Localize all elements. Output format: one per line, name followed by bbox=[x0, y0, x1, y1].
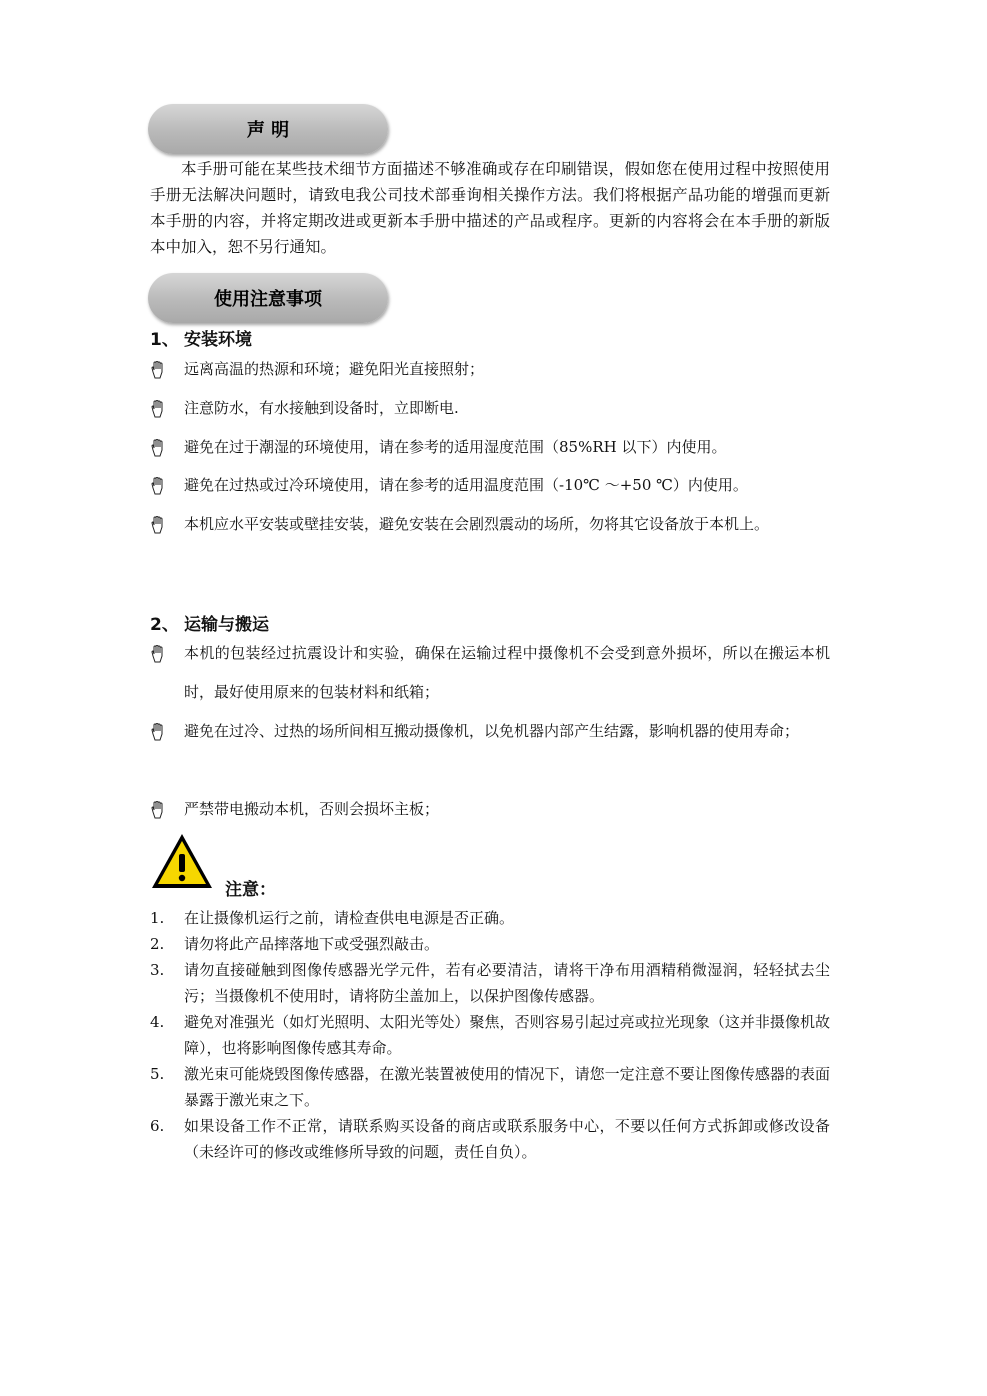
statement-title-pill bbox=[148, 104, 388, 154]
list-item-text: 避免在过热或过冷环境使用，请在参考的适用温度范围（-10℃ ～+50 ℃）内使用。 bbox=[184, 476, 748, 494]
hand-pointer-icon bbox=[150, 466, 170, 505]
notice-item bbox=[150, 905, 830, 931]
list-item-text: 注意防水，有水接触到设备时，立即断电. bbox=[184, 399, 459, 417]
notice-number: 1. bbox=[150, 909, 165, 927]
notice-text: 激光束可能烧毁图像传感器，在激光装置被使用的情况下，请您一定注意不要让图像传感器的表面暴露于激光束之下。 bbox=[184, 1065, 830, 1109]
hand-pointer-icon bbox=[150, 712, 170, 751]
list-item bbox=[150, 428, 830, 467]
statement-title: 声 明 bbox=[246, 120, 290, 141]
hand-pointer-icon bbox=[150, 428, 170, 467]
list-item bbox=[150, 466, 830, 505]
notice-list bbox=[150, 905, 830, 1165]
notice-number: 5. bbox=[150, 1065, 165, 1083]
hand-pointer-icon bbox=[150, 505, 170, 544]
notice-text: 避免对准强光（如灯光照明、太阳光等处）聚焦，否则容易引起过亮或拉光现象（这并非摄像机故障），也将影响图像传感其寿命。 bbox=[184, 1013, 830, 1057]
list-item-text: 本机应水平安装或壁挂安装，避免安装在会剧烈震动的场所，勿将其它设备放于本机上。 bbox=[184, 515, 770, 533]
notice-item bbox=[150, 957, 830, 1009]
section-number: 1、 bbox=[150, 330, 179, 350]
section-title: 运输与搬运 bbox=[184, 615, 269, 635]
list-item bbox=[150, 389, 830, 428]
hand-pointer-icon bbox=[150, 389, 170, 428]
notice-number: 3. bbox=[150, 961, 165, 979]
notice-item bbox=[150, 931, 830, 957]
list-item bbox=[150, 505, 830, 544]
notice-number: 4. bbox=[150, 1013, 165, 1031]
hand-pointer-icon bbox=[150, 790, 170, 829]
notice-item bbox=[150, 1009, 830, 1061]
notice-item bbox=[150, 1113, 830, 1165]
notice-number: 6. bbox=[150, 1117, 165, 1135]
notice-text: 请勿直接碰触到图像传感器光学元件，若有必要清洁，请将干净布用酒精稍微湿润，轻轻拭去尘污；当摄像机不使用时，请将防尘盖加上，以保护图像传感器。 bbox=[184, 961, 830, 1005]
section-heading-transport bbox=[150, 610, 269, 635]
hand-pointer-icon bbox=[150, 634, 170, 673]
notice-text: 请勿将此产品摔落地下或受强烈敲击。 bbox=[184, 935, 440, 953]
list-item bbox=[150, 790, 830, 829]
list-item-text: 本机的包装经过抗震设计和实验，确保在运输过程中摄像机不会受到意外损坏，所以在搬运本机时，最好使用原来的包装材料和纸箱； bbox=[184, 644, 830, 701]
list-item bbox=[150, 712, 830, 751]
section-number: 2、 bbox=[150, 615, 179, 635]
hand-pointer-icon bbox=[150, 350, 170, 389]
list-item-text: 避免在过于潮湿的环境使用，请在参考的适用湿度范围（85%RH 以下）内使用。 bbox=[184, 438, 727, 456]
notice-item bbox=[150, 1061, 830, 1113]
list-item bbox=[150, 634, 830, 712]
list-item-text: 严禁带电搬动本机，否则会损坏主板； bbox=[184, 800, 440, 818]
warning-triangle-icon bbox=[150, 832, 214, 890]
statement-body: 本手册可能在某些技术细节方面描述不够准确或存在印刷错误，假如您在使用过程中按照使用手册无法解决问题时，请致电我公司技术部垂询相关操作方法。我们将根据产品功能的增强而更新本手册的内容，并将定期改进或更新本手册中描述的产品或程序。更新的内容将会在本手册的新版本中加入，恕不另行通知。 bbox=[150, 160, 830, 256]
precautions-title-pill bbox=[148, 273, 388, 323]
list-item-text: 远离高温的热源和环境；避免阳光直接照射； bbox=[184, 360, 485, 378]
list-item-text: 避免在过冷、过热的场所间相互搬动摄像机，以免机器内部产生结露，影响机器的使用寿命； bbox=[184, 722, 800, 740]
section-title: 安装环境 bbox=[184, 330, 252, 350]
precautions-title: 使用注意事项 bbox=[214, 289, 322, 310]
notice-text: 在让摄像机运行之前，请检查供电电源是否正确。 bbox=[184, 909, 515, 927]
notice-number: 2. bbox=[150, 935, 165, 953]
notice-text: 如果设备工作不正常，请联系购买设备的商店或联系服务中心，不要以任何方式拆卸或修改设备（未经许可的修改或维修所导致的问题，责任自负）。 bbox=[184, 1117, 830, 1161]
list-item bbox=[150, 350, 830, 389]
notice-label: 注意： bbox=[225, 880, 276, 900]
statement-paragraph bbox=[150, 156, 830, 260]
section-heading-installation bbox=[150, 325, 252, 350]
